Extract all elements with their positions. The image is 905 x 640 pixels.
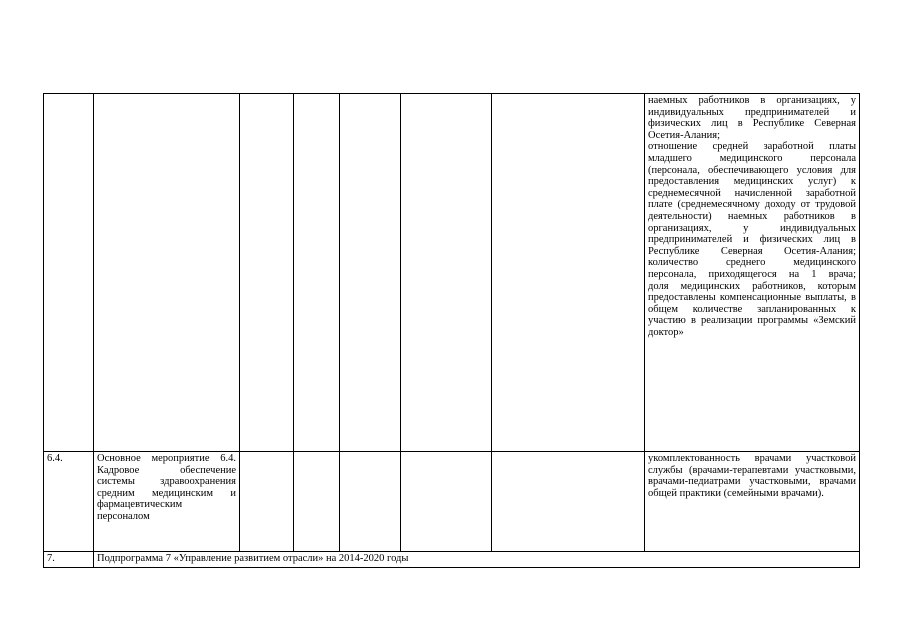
table-row-6-4 bbox=[44, 452, 860, 552]
row-number-cell bbox=[44, 94, 94, 452]
indicator-text: отношение средней заработной платы младшего медицинского персонала (персонала, обеспечивающего условия для предоставления медицинских услуг) к среднемесячной начисленной заработной плате (среднемесячному доходу от трудовой деятельности) наемных работников в организациях, у индивидуальных предпринимателей и физических лиц в Республике Северная Осетия-Алания; bbox=[648, 141, 856, 257]
program-table bbox=[43, 93, 860, 568]
subprogram-title-cell: Подпрограмма 7 «Управление развитием отрасли» на 2014-2020 годы bbox=[94, 552, 860, 568]
table-row-7 bbox=[44, 552, 860, 568]
indicator-cell: укомплектованность врачами участковой службы (врачами-терапевтами участковыми, врачами-педиатрами участковыми, врачами общей практики (семейными врачами). bbox=[645, 452, 860, 552]
empty-cell bbox=[492, 94, 645, 452]
empty-cell bbox=[492, 452, 645, 552]
empty-cell bbox=[294, 94, 340, 452]
empty-cell bbox=[240, 94, 294, 452]
indicators-cell bbox=[645, 94, 860, 452]
empty-cell bbox=[340, 94, 401, 452]
activity-name-cell: Основное мероприятие 6.4. Кадровое обеспечение системы здравоохранения средним медицинским и фармацевтическим персоналом bbox=[94, 452, 240, 552]
indicator-text: наемных работников в организациях, у индивидуальных предпринимателей и физических лиц в Республике Северная Осетия-Алания; bbox=[648, 95, 856, 141]
empty-cell bbox=[294, 452, 340, 552]
activity-name-cell bbox=[94, 94, 240, 452]
indicator-text: доля медицинских работников, которым предоставлены компенсационные выплаты, в общем количестве запланированных к участию в реализации программы «Земский доктор» bbox=[648, 280, 856, 338]
row-number-cell: 7. bbox=[44, 552, 94, 568]
empty-cell bbox=[401, 94, 492, 452]
empty-cell bbox=[340, 452, 401, 552]
indicator-text: количество среднего медицинского персонала, приходящегося на 1 врача; bbox=[648, 257, 856, 280]
table-row-continuation bbox=[44, 94, 860, 452]
row-number-cell: 6.4. bbox=[44, 452, 94, 552]
empty-cell bbox=[240, 452, 294, 552]
empty-cell bbox=[401, 452, 492, 552]
